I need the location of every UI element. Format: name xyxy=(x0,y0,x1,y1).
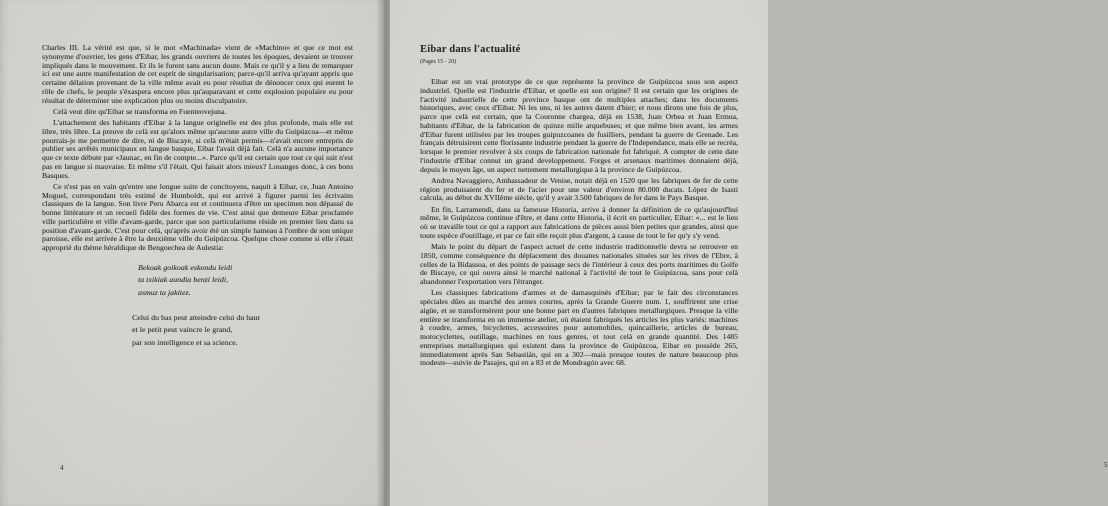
verse-line: asmuz ta jakitez. xyxy=(138,287,191,297)
left-text-column xyxy=(42,44,353,349)
paragraph: Mais le point du départ de l'aspect actuel de cette industrie traditionnelle devra se retrouver en 1850, comme conséquence du déplacement des douanes nationales situées sur les rives de l'Ebre, à celles de la Bidassoa, et des points de passage secs de l'intérieur à ceux des ports maritimes du Golfe de Biscaye, ce qui ouvra ainsi le marché national à l'activité de tout le Guipúzcoa, sans pour celà abandonner l'exportation vers l'étranger. xyxy=(420,242,738,286)
chapter-title: Eibar dans l'actualité xyxy=(420,44,521,55)
chapter-subtitle: (Pages 15 - 20) xyxy=(420,59,457,65)
paragraph: Celà veut dire qu'Eibar se transforma en Fuenteovejuna. xyxy=(53,106,227,116)
left-paragraphs xyxy=(42,44,353,253)
verse-line: par son intelligence et sa science. xyxy=(132,337,238,347)
verse-translation xyxy=(132,312,353,349)
paragraph: Ce n'est pas en vain qu'entre une longue suite de concitoyens, naquit à Eibar, ce, Juan Antoino Moguel, correspondant très estimé de Humboldt, qui est arrivé à figurer parmi les écrivains classiques de la langue. Son livre Peru Abarca est et continuera d'être un specimen non dépassé de bonne littérature et un recueil fidèle des formes de vie. C'est ainsi que demeure Eibar proclamée ville particulière et ville d'avant-garde, parce que son particularisme réside en premier lieu dans sa position d'avant-garde. C'est pour celà, qu'après avoir été un simple hameau à l'ombre de son unique paroisse, elle est arrivée à être la deuxième ville du Guipúzcoa. Quelque chose comme si elle s'était approprié du thème héraldique de Bengoechea de Aulestia: xyxy=(42,181,353,252)
paragraph: Andrea Navaggiero, Ambassadeur de Venise, notait déjà en 1520 que les fabriques de fer de cette région produisaient du fer et de l'acier pour une valeur d'environ 80.000 ducats. López de Isasti calcula, au début du XVIIème siècle, qu'il y avait 3.500 fabriques de fer dans le Pays Basque. xyxy=(420,175,738,203)
verse-line: Bekoak goikoak eskondu leidi xyxy=(138,262,233,272)
right-paragraphs xyxy=(420,78,738,368)
paragraph: Eibar est un vrai prototype de ce que représente la province de Guipúzcoa sous son aspect industriel. Quelle est l'industrie d'Eibar, et quelle est son origine? Il est certain que les origines de l'activité industrielle de cette province basque ont de multiples attaches; dans les documents historiques, avec ceux d'Eibar. Ni les uns, ni les autres datent d'hier; et nous dirons une fois de plus, parce que celà est certain, que la Couronne chargea, déjà en 1538, Juan Orbea et Juan Ermua, habitants d'Eibar, de la fabrication de quinze mille arquebuses; et que même bien avant, les armes d'Eibar furent utilisées par les troupes guipuzcoanes de fusilliers, pendant la guerre de Grenade. Les français détruisirent cette florissante industrie pendant la guerre de l'Independance, mais elle se recréa, lorsque le premier revolver à six coups de fabrication nationale fut fabriqué. A compter de cette date l'industrie d'Eibar connut un grand developpement. Forges et arsenaux maritimes donnaient déjà, depuis le moyen âge, un aspect nettement metallurgique à la province de Guipúzcoa. xyxy=(420,77,738,174)
verse-line: ta txikiak aundia benzi leidi, xyxy=(138,275,229,285)
paragraph: En fin, Larramendi, dans sa fameuse Historia, arrive à donner la définition de ce qu'aujourd'hui même, le Guipúzcoa continue d'être, et dans cette Historia, il écrit en particulier, Eibar: «... est le lieu où se travaille tout ce qui a rapport aux fabrications de pièces aussi bien petites que grandes, ainsi que toute espèce d'outillage, et par ce fait elle reçoit plus d'argent, à cause de tout le fer qu'y s'y vend. xyxy=(420,204,738,240)
page-left xyxy=(0,0,384,506)
right-text-column xyxy=(420,44,738,371)
paragraph: Charles III. La vérité est que, si le mot «Machinada» vient de «Machino» et que ce mot est synonyme d'ouvrier, les gens d'Eibar, les grands ouvriers de toutes les époques, devaient se trouver impliqués dans le mouvement. Et ils le furent sans aucun doute. Mais ce qu'il y a lieu de remarquer ici est une autre manifestation de cet esprit de singularisation; parce-qu'il arriva qu'ayant appris que certaine délation provenant de la ville même avait eu pour résultat de dénoncer ceux qui eurent le rôle de chefs, le peuple s'éxaspera encore plus qu'auparavant et cette explosion populaire eu pour résultat de déterminer une explication plus ou moins disculpatoire. xyxy=(42,43,353,105)
basque-verse xyxy=(138,262,353,299)
verse-line: Celui du bas peut atteindre celui du haut xyxy=(132,312,260,322)
page-right xyxy=(390,0,1108,506)
page-number-left: 4 xyxy=(60,464,64,472)
page-number-right: 5 xyxy=(1104,461,1108,469)
paragraph: L'attachement des habitants d'Eibar à la langue originelle est des plus profonde, mais elle est libre, très libre. La preuve de celà est qu'alors même qu'aucune autre ville du Guipúzcoa—et même pourrais-je me permettre de dire, ni de Biscaye, si celà m'était permis—n'avait encore entrepris de publier ses arrêtés municipaux en langue basque, Eibar l'avait déjà fait. Celà n'a aucune importance que ce texte débute par «Jaunac, en fin de compte...». Parce qu'il est certain que tout ce qui suit n'est pas en langue si mauvaise. Et même s'il l'était. Qui faisait alors mieux? Louanges donc, à ces bons Basques. xyxy=(42,118,353,180)
paragraph: Les classiques fabrications d'armes et de damasquinés d'Eibar; par le fait des circonstances spéciales dûes au marché des armes courtes, après la Grande Guerre num. 1, souffrirent une crise aigüe, et se transformèrent pour une bonne part en d'autres fabriques metallurgiques. Presque la ville entière se transforma en un immense atelier, où étaient fabriqués les articles les plus variés: machines à coudre, armes, bicyclettes, accessoires pour automobiles, quincaillerie, articles de bureau, motocyclettes, outillage, machines en tous genres, et tout celà en grande quantité. Des 1485 entreprises metallurgiques qui existent dans la province de Guipúzcoa, Eibar en possède 265, immediatement après San Sebastián, qui en a 302—mais presque toutes de nature beaucoup plus modeste—suivie de Pasajes, qui en a 83 et de Mondragón avec 68. xyxy=(420,288,738,368)
verse-line: et le petit peut vaincre le grand, xyxy=(132,325,233,335)
